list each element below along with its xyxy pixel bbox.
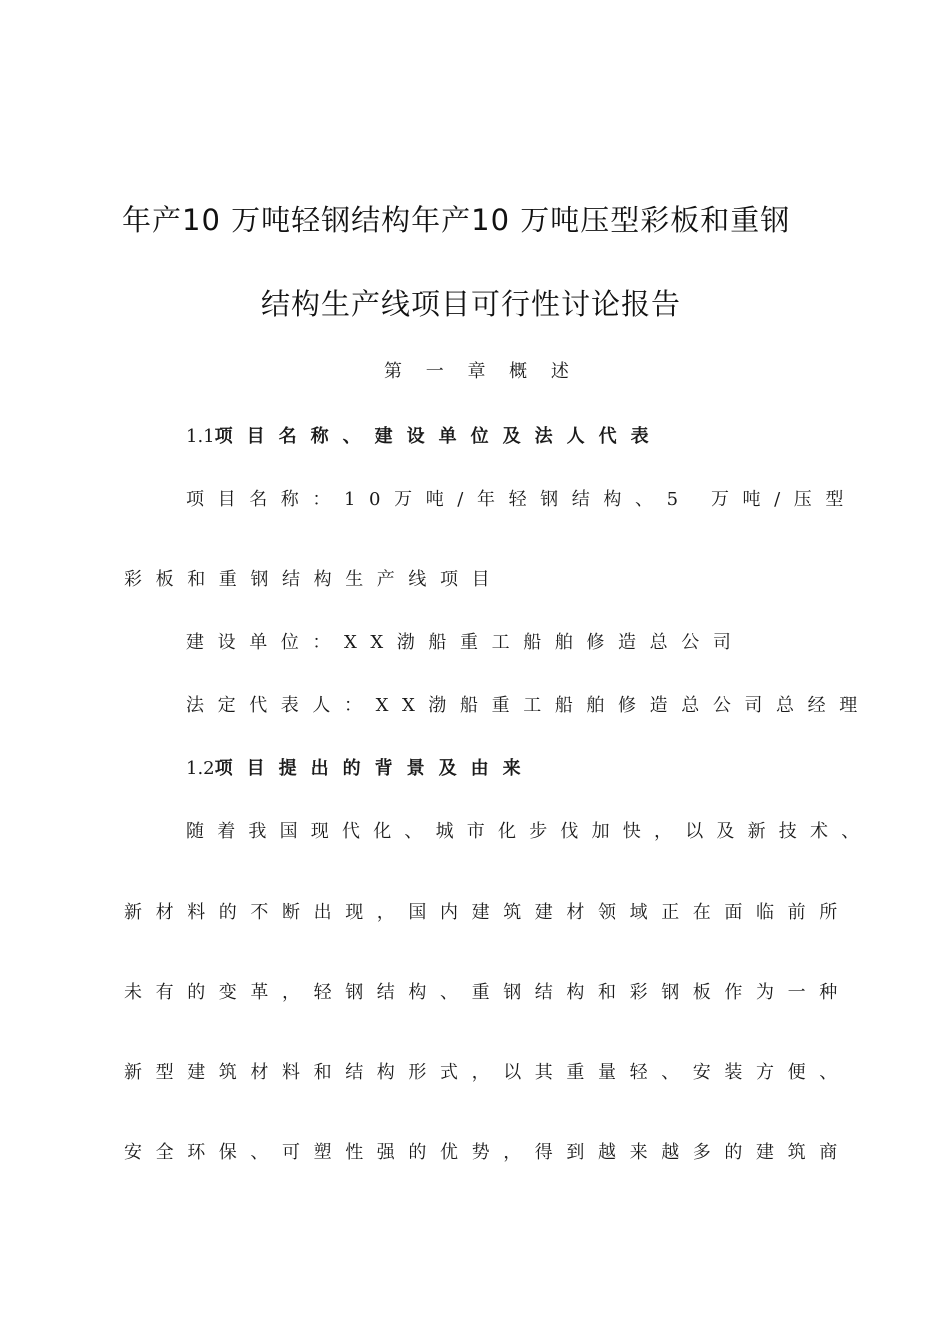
paragraph-line-3: 未有的变革，轻钢结构、重钢结构和彩钢板作为一种 <box>124 982 851 1003</box>
paragraph-line-1: 随着我国现代化、城市化步伐加快，以及新技术、 <box>186 821 873 842</box>
project-name-line-2: 彩板和重钢结构生产线项目 <box>124 569 504 590</box>
section-1-1-heading <box>186 422 663 448</box>
chapter-heading: 第 一 章 概 述 <box>384 361 578 382</box>
legal-rep-line: 法定代表人：XX渤船重工船舶修造总公司总经理 <box>186 695 871 716</box>
paragraph-line-2: 新材料的不断出现，国内建筑建材领域正在面临前所 <box>124 902 851 923</box>
section-1-2-heading <box>186 754 535 780</box>
section-title: 项目提出的背景及由来 <box>214 758 535 779</box>
section-number: 1.2 <box>186 758 215 779</box>
section-title: 项目名称、建设单位及法人代表 <box>214 426 663 447</box>
paragraph-line-5: 安全环保、可塑性强的优势，得到越来越多的建筑商 <box>124 1142 851 1163</box>
builder-line: 建设单位：XX渤船重工船舶修造总公司 <box>186 632 745 653</box>
project-name-line-1: 项目名称：10万吨/年轻钢结构、5 万吨/压型 <box>186 489 858 510</box>
document-title-line-2: 结构生产线项目可行性讨论报告 <box>261 287 682 321</box>
document-title-line-1: 年产10 万吨轻钢结构年产10 万吨压型彩板和重钢 <box>122 203 791 237</box>
section-number: 1.1 <box>186 426 215 447</box>
paragraph-line-4: 新型建筑材料和结构形式，以其重量轻、安装方便、 <box>124 1062 851 1083</box>
